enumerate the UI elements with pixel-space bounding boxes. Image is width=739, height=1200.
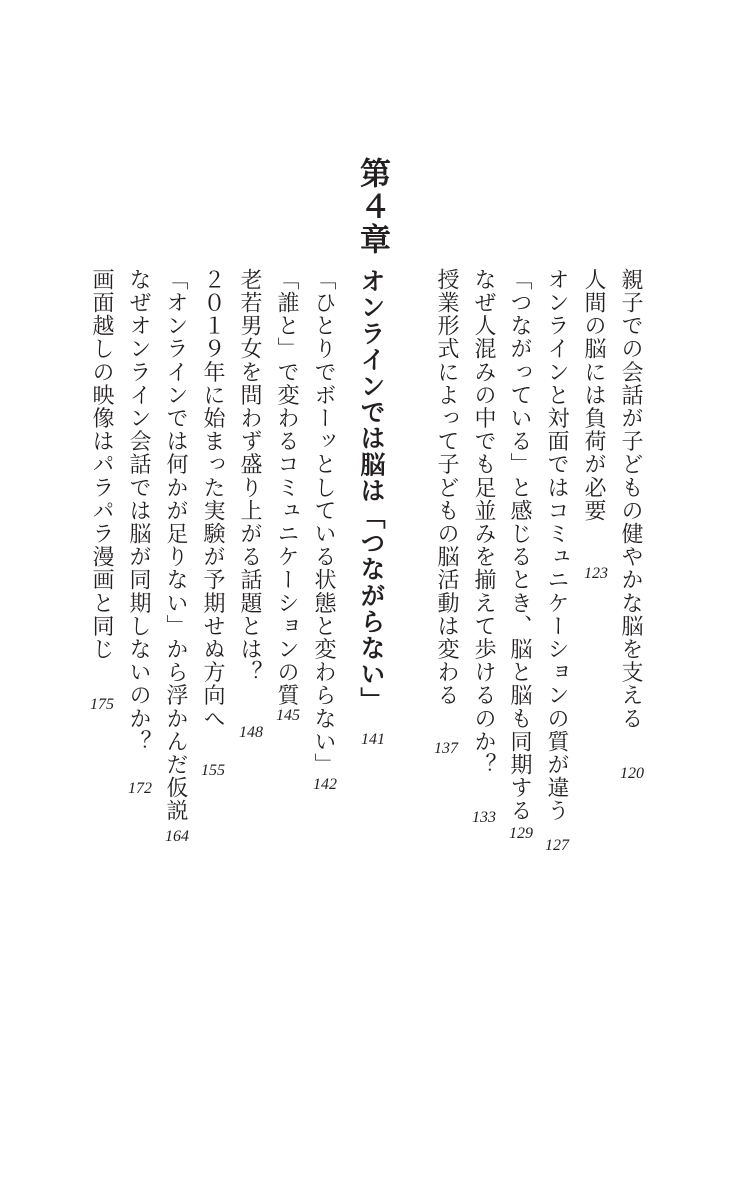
- toc-entry-title: 「誰と」で変わるコミュニケーションの質: [274, 268, 299, 707]
- toc-entry-page: 127: [545, 837, 569, 854]
- section-heading: オンラインでは脳は「つながらない」: [357, 268, 386, 714]
- toc-entry-page: 164: [165, 828, 189, 845]
- toc-entry-title: オンラインと対面ではコミュニケーションの質が違う: [544, 268, 569, 823]
- toc-entry-page: 145: [276, 707, 300, 724]
- toc-entry-title: 「ひとりでボーッとしている状態と変わらない」: [311, 268, 336, 777]
- section-page: 141: [361, 731, 385, 748]
- toc-entry-page: 148: [239, 724, 263, 741]
- toc-entry-page: 175: [90, 696, 114, 713]
- toc-entry-title: 老若男女を問わず盛り上がる話題とは？: [237, 268, 262, 684]
- toc-entry-page: 123: [584, 565, 608, 582]
- toc-entry-title: なぜ人混みの中でも足並みを揃えて歩けるのか？: [471, 268, 496, 777]
- toc-entry-title: 親子での会話が子どもの健やかな脳を支える: [618, 268, 643, 730]
- toc-entry-page: 155: [201, 762, 225, 779]
- toc-entry-page: 120: [620, 765, 644, 782]
- toc-entry-page: 137: [434, 740, 458, 757]
- toc-entry-title: 人間の脳には負荷が必要: [581, 268, 606, 523]
- toc-entry-title: 「つながっている」と感じるとき、脳と脳も同期する: [507, 268, 532, 823]
- toc-entry-title: 授業形式によって子どもの脳活動は変わる: [434, 268, 459, 707]
- toc-entry-page: 129: [509, 825, 533, 842]
- toc-entry-page: 142: [313, 776, 337, 793]
- toc-entry-title: ２０１９年に始まった実験が予期せぬ方向へ: [200, 268, 225, 730]
- toc-entry-title: なぜオンライン会話では脳が同期しないのか？: [126, 268, 151, 754]
- toc-entry-title: 「オンラインでは何かが足りない」から浮かんだ仮説: [163, 268, 188, 823]
- chapter-heading: 第４章: [354, 157, 390, 256]
- toc-entry-title: 画面越しの映像はパラパラ漫画と同じ: [89, 268, 114, 661]
- toc-entry-page: 172: [128, 780, 152, 797]
- toc-entry-page: 133: [472, 809, 496, 826]
